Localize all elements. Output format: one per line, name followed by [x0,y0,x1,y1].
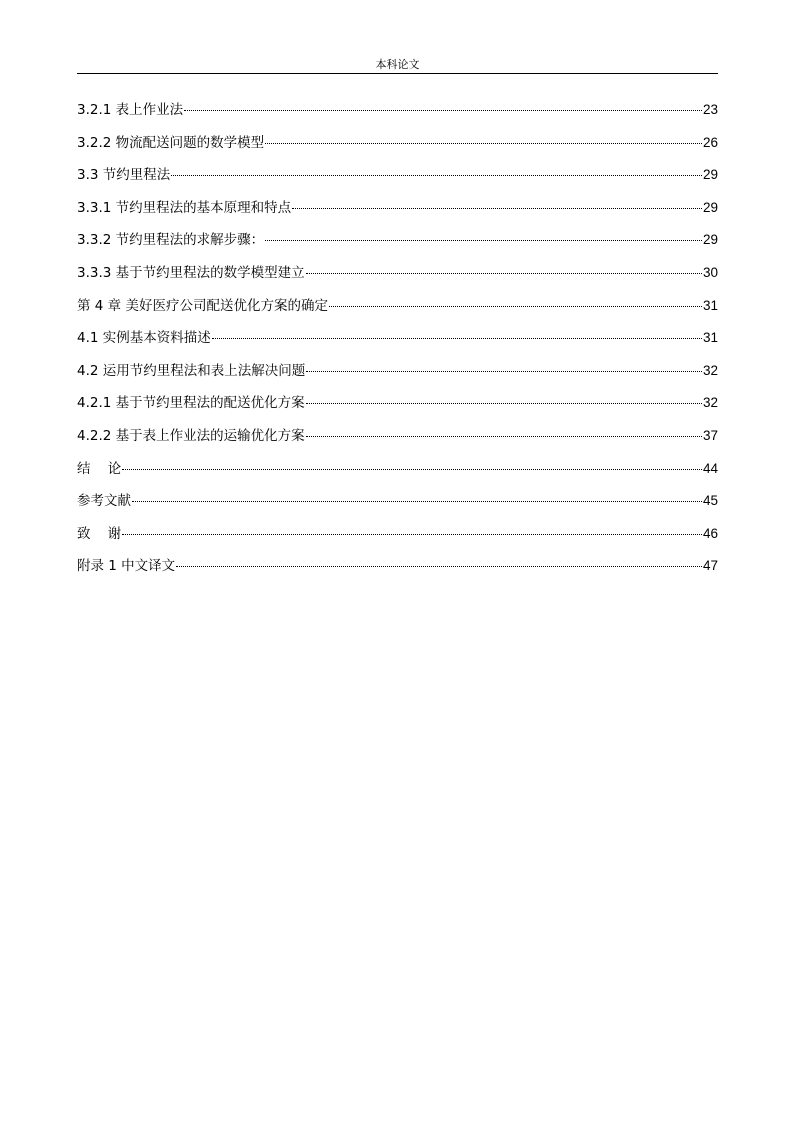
toc-page-number: 26 [702,134,718,150]
toc-dot-leader [306,435,702,437]
toc-entry-title: 附录 1 中文译文 [77,558,176,575]
table-of-contents [77,100,718,589]
toc-entry[interactable] [77,198,718,231]
toc-entry-title: 3.3 节约里程法 [77,167,171,184]
toc-entry-title: 3.3.2 节约里程法的求解步骤： [77,232,265,249]
toc-entry[interactable] [77,263,718,296]
toc-page-number: 30 [702,264,718,280]
toc-page-number: 31 [702,330,718,346]
toc-entry[interactable] [77,328,718,361]
header-divider [77,73,718,74]
toc-entry-title: 3.2.2 物流配送问题的数学模型 [77,134,265,151]
toc-page-number: 37 [702,427,718,443]
toc-entry[interactable] [77,393,718,426]
toc-entry[interactable] [77,491,718,524]
toc-entry[interactable] [77,361,718,394]
toc-dot-leader [132,500,702,502]
toc-page-number: 23 [702,102,718,117]
toc-entry-title: 4.2.1 基于节约里程法的配送优化方案 [77,395,305,412]
toc-dot-leader [306,402,702,404]
toc-entry[interactable] [77,426,718,459]
toc-dot-leader [265,239,702,241]
toc-entry[interactable] [77,556,718,589]
toc-entry-title: 4.2 运用节约里程法和表上法解决问题 [77,362,306,379]
toc-dot-leader [306,370,702,372]
toc-dot-leader [292,207,702,209]
toc-dot-leader [212,337,702,339]
toc-entry[interactable] [77,296,718,329]
toc-entry-title: 3.3.3 基于节约里程法的数学模型建立 [77,264,305,281]
toc-entry-title: 3.2.1 表上作业法 [77,102,184,118]
toc-entry[interactable] [77,165,718,198]
toc-dot-leader [265,142,702,144]
toc-dot-leader [306,272,702,274]
toc-page-number: 44 [702,460,718,476]
toc-entry-title: 4.2.2 基于表上作业法的运输优化方案 [77,427,305,444]
toc-entry[interactable] [77,230,718,263]
toc-entry-title: 结 论 [77,460,122,477]
toc-entry-title: 参考文献 [77,493,131,510]
toc-page-number: 29 [702,232,718,248]
toc-dot-leader [122,468,702,470]
running-header: 本科论文 [375,58,420,71]
toc-entry-title: 3.3.1 节约里程法的基本原理和特点 [77,199,292,216]
toc-entry-title: 4.1 实例基本资料描述 [77,330,211,347]
toc-entry[interactable] [77,133,718,166]
toc-dot-leader [122,533,702,535]
toc-page-number: 47 [702,558,718,574]
toc-dot-leader [176,565,702,567]
toc-dot-leader [171,174,702,176]
toc-entry-title: 第 4 章 美好医疗公司配送优化方案的确定 [77,297,328,314]
toc-dot-leader [329,305,702,307]
toc-page-number: 45 [702,493,718,509]
toc-page-number: 29 [702,167,718,183]
toc-page-number: 29 [702,199,718,215]
toc-entry[interactable] [77,524,718,557]
toc-page-number: 32 [702,362,718,378]
toc-page-number: 31 [702,297,718,313]
toc-page-number: 32 [702,395,718,411]
toc-dot-leader [184,109,702,111]
toc-entry[interactable] [77,459,718,492]
toc-entry[interactable] [77,100,718,133]
toc-page-number: 46 [702,525,718,541]
toc-entry-title: 致 谢 [77,525,122,542]
